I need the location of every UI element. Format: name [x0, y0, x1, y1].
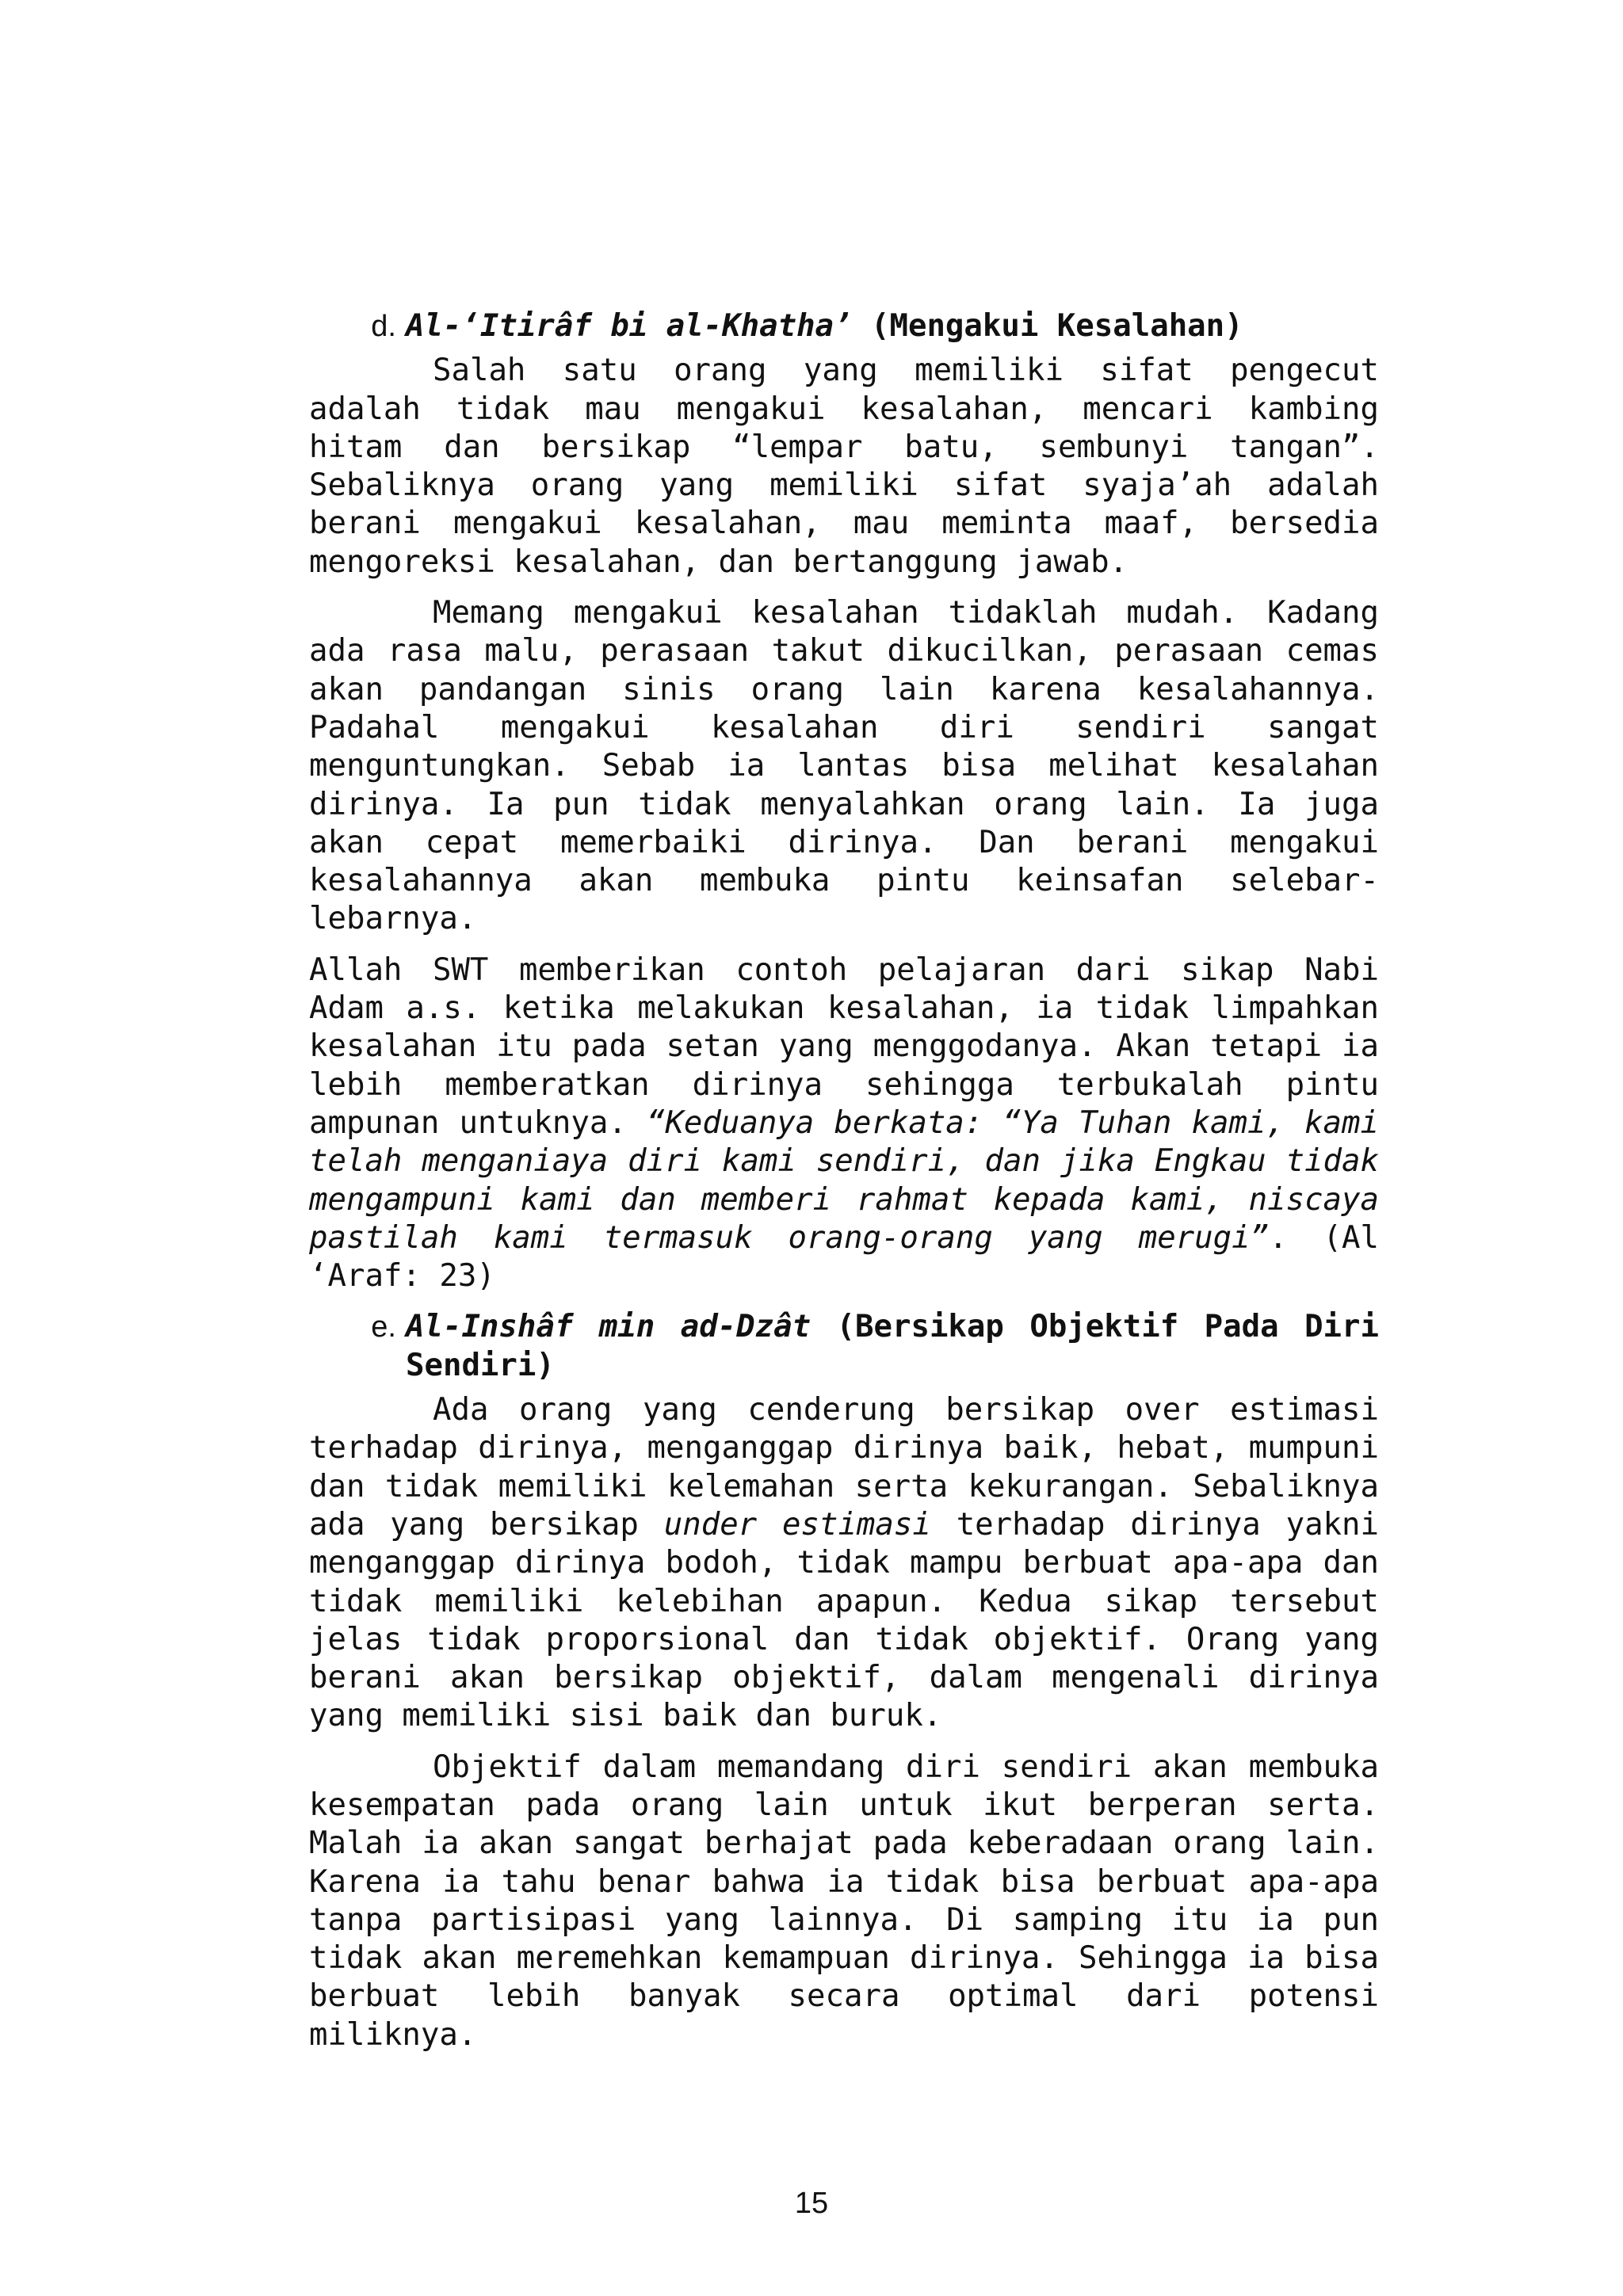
section-d-title-arabic: Al-‘Itirâf bi al-Khatha’ [406, 308, 853, 344]
section-d-paragraph-1: Salah satu orang yang memiliki sifat pengecut adalah tidak mau mengakui kesalahan, mencari kambing hitam dan bersikap “lempar batu, sembunyi tangan”. Sebaliknya orang yang memiliki sifat syaja’ah adalah berani mengakui kesalahan, mau meminta maaf, bersedia mengoreksi kesalahan, dan bertanggung jawab. [309, 353, 1379, 580]
quran-quote: “Keduanya berkata: “Ya Tuhan kami, kami telah menganiaya diri kami sendiri, dan jika Engkau tidak mengampuni kami dan memberi rahmat kepada kami, niscaya pastilah kami termasuk orang-orang yang merugi” [309, 1104, 1379, 1256]
section-e-title [406, 1308, 1379, 1385]
section-d-title [406, 307, 1379, 345]
section-e-title-arabic: Al-Inshâf min ad-Dzât [406, 1309, 812, 1345]
section-e-paragraph-2: Objektif dalam memandang diri sendiri akan membuka kesempatan pada orang lain untuk ikut berperan serta. Malah ia akan sangat berhajat pada keberadaan orang lain. Karena ia tahu benar bahwa ia tidak bisa berbuat apa-apa tanpa partisipasi yang lainnya. Di samping itu ia pun tidak akan meremehkan kemampuan dirinya. Sehingga ia bisa berbuat lebih banyak secara optimal dari potensi miliknya. [309, 1749, 1379, 2053]
section-e-p1-before: Ada orang yang cenderung bersikap over estimasi terhadap dirinya, menganggap dirinya baik, hebat, mumpuni dan tidak memiliki kelemahan serta kekurangan. Sebaliknya ada yang bersikap [309, 1392, 1379, 1543]
section-d-title-translation: (Mengakui Kesalahan) [852, 308, 1243, 344]
section-d-heading [309, 307, 1379, 345]
section-e-p1-italic: under estimasi [663, 1506, 931, 1543]
adam-lead-text: Allah SWT memberikan contoh pelajaran dari sikap Nabi Adam a.s. ketika melakukan kesalahan, ia tidak limpahkan kesalahan itu pada setan yang menggodanya. Akan tetapi ia lebih memberatkan dirinya sehingga terbukalah pintu ampunan untuknya. [309, 952, 1379, 1141]
quran-citation: . (Al ‘Araf: 23) [309, 1219, 1379, 1295]
section-e-marker: e. [371, 1310, 396, 1344]
section-d-paragraph-2: Memang mengakui kesalahan tidaklah mudah. Kadang ada rasa malu, perasaan takut dikucilkan, perasaan cemas akan pandangan sinis orang lain karena kesalahannya. Padahal mengakui kesalahan diri sendiri sangat menguntungkan. Sebab ia lantas bisa melihat kesalahan dirinya. Ia pun tidak menyalahkan orang lain. Ia juga akan cepat memerbaiki dirinya. Dan berani mengakui kesalahannya akan membuka pintu keinsafan selebar-lebarnya. [309, 595, 1379, 937]
page-number: 15 [794, 2187, 829, 2220]
section-e-paragraph-1 [309, 1391, 1379, 1736]
page-body [309, 307, 1379, 2067]
section-d-paragraph-3 [309, 952, 1379, 1296]
section-e-heading [309, 1308, 1379, 1385]
section-e-p1-after: terhadap dirinya yakni menganggap dirinya bodoh, tidak mampu berbuat apa-apa dan tidak memiliki kelebihan apapun. Kedua sikap tersebut jelas tidak proporsional dan tidak objektif. Orang yang berani akan bersikap objektif, dalam mengenali dirinya yang memiliki sisi baik dan buruk. [309, 1506, 1379, 1734]
section-e-title-translation: (Bersikap Objektif Pada Diri Sendiri) [406, 1309, 1379, 1383]
section-d-marker: d. [371, 310, 396, 343]
